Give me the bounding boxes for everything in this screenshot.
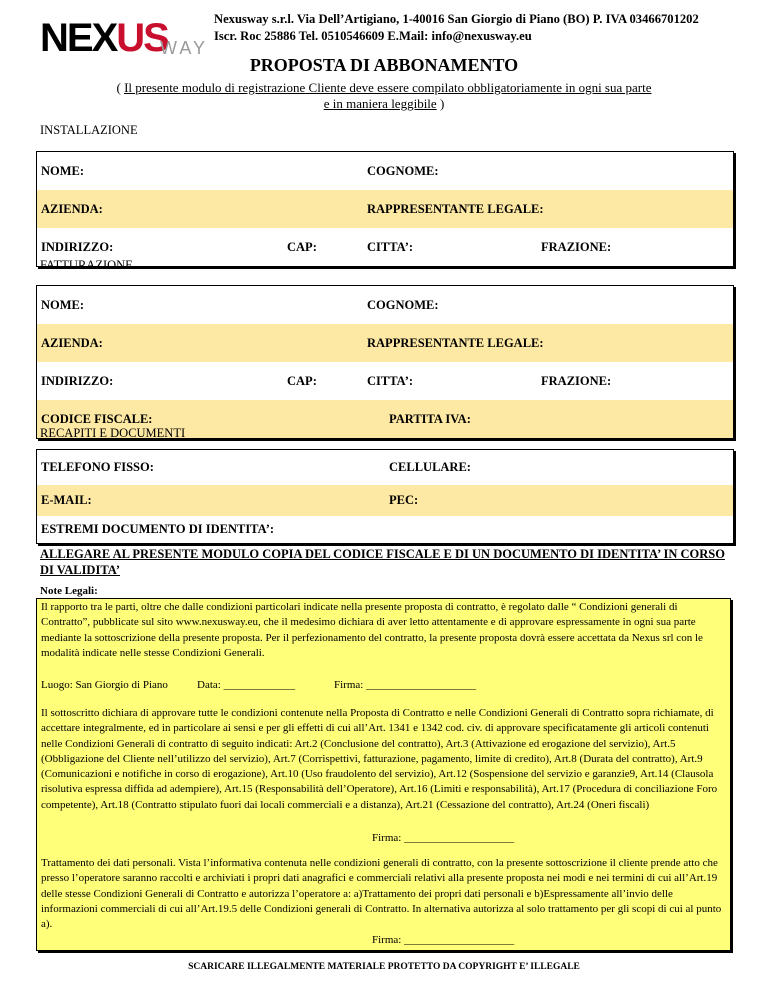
fatturazione-form (36, 285, 734, 439)
recapiti-form (36, 449, 734, 544)
installazione-rappresentante-field[interactable]: RAPPRESENTANTE LEGALE: (367, 202, 544, 216)
installazione-form (36, 151, 734, 267)
telefono-fisso-field[interactable]: TELEFONO FISSO: (41, 460, 154, 474)
fatturazione-partita-iva-field[interactable]: PARTITA IVA: (389, 412, 471, 426)
section-fatturazione-heading: FATTURAZIONE (40, 258, 133, 272)
page-title: PROPOSTA DI ABBONAMENTO (249, 55, 519, 75)
company-info (214, 11, 699, 45)
legal-notes-box (36, 598, 731, 951)
installazione-cap-field[interactable]: CAP: (287, 240, 317, 254)
fatturazione-row-nome (37, 286, 733, 324)
pec-field[interactable]: PEC: (389, 493, 419, 507)
data-field[interactable]: Data: _____________ (197, 679, 296, 691)
legal-paragraph-2: Il sottoscritto dichiara di approvare tutte le condizioni contenute nella Proposta di Contratto e nelle Condizioni Generali di Contratto sopra richiamate, di accettare integralmente, ed in particolare ai sensi e per gli effetti di cui all’Art. 1341 e 1342 cod. civ. di approvare specificatamente gli articoli contenuti nelle Condizioni Generali di contratto di seguito indicati: Art.2 (Conclusione del contratto), Art.3 (Attivazione ed erogazione del servizio), Art.5 (Obbligazione del Cliente nell’utilizzo del servizio), Art.7 (Corrispettivi, fatturazione, pagamento, limite di credito), Art.8 (Durata del contratto), Art.9 (Comunicazioni e notifiche in corso di erogazione), Art.10 (Uso fraudolento del servizio), Art.12 (Sospensione del servizio e garanzie9, Art.14 (Clausola risolutiva espressa diffida ad adempiere), Art.15 (Responsabilità dell’Operatore), Art.16 (Limiti e responsabilità), Art.17 (Procedura di conciliazione Foro competente), Art.18 (Contratto stipulato fuori dai locali commerciali e a distanza), Art.21 (Cessazione del contratto), Art.24 (Oneri fiscali) (41, 707, 718, 811)
installazione-azienda-field[interactable]: AZIENDA: (41, 202, 103, 216)
luogo-text: Luogo: San Giorgio di Piano (41, 679, 168, 691)
fatturazione-cap-field[interactable]: CAP: (287, 374, 317, 388)
logo-text-way: WAY (160, 38, 208, 58)
legal-paragraph-1: Il rapporto tra le parti, oltre che dalle condizioni particolari indicate nella presente proposta di contratto, è regolato dalle “ Condizioni generali di Contratto”, pubblicate sul sito www.nexusway.eu, che il medesimo dichiara di aver letto attentamente e di approvare espressamente in ogni sua parte mediante la sottoscrizione della presente proposta. Per il perfezionamento del contratto, la presente proposta dovrà essere accettata da Nexus srl con le modalità indicate nelle stesse Condizioni Generali. (41, 601, 703, 659)
attachment-warning: ALLEGARE AL PRESENTE MODULO COPIA DEL CODICE FISCALE E DI UN DOCUMENTO DI IDENTITA’ IN CORSO DI VALIDITA’ (40, 547, 725, 577)
installazione-row-nome (37, 152, 733, 190)
fatturazione-cognome-field[interactable]: COGNOME: (367, 298, 439, 312)
installazione-row-indirizzo (37, 228, 733, 266)
installazione-row-azienda (37, 190, 733, 228)
firma-field-3[interactable]: Firma: ____________________ (372, 934, 515, 946)
fatturazione-nome-field[interactable]: NOME: (41, 298, 85, 312)
subtitle-line-1: Il presente modulo di registrazione Cliente deve essere compilato obbligatoriamente in ogni sua parte (124, 80, 652, 95)
fatturazione-rappresentante-field[interactable]: RAPPRESENTANTE LEGALE: (367, 336, 544, 350)
fatturazione-citta-field[interactable]: CITTA’: (367, 374, 414, 388)
note-legali-label: Note Legali: (40, 585, 98, 597)
installazione-citta-field[interactable]: CITTA’: (367, 240, 414, 254)
email-field[interactable]: E-MAIL: (41, 493, 92, 507)
recapiti-row-documento (37, 516, 733, 543)
installazione-frazione-field[interactable]: FRAZIONE: (541, 240, 612, 254)
logo-text-us: US (116, 16, 168, 60)
page-subtitle: ( Il presente modulo di registrazione Cliente deve essere compilato obbligatoriamente in ogni sua parte e in maniera leggibile ) (116, 80, 652, 111)
fatturazione-row-azienda (37, 324, 733, 362)
recapiti-row-email (37, 485, 733, 516)
fatturazione-codice-fiscale-field[interactable]: CODICE FISCALE: (41, 412, 153, 426)
section-installazione-heading: INSTALLAZIONE (40, 123, 138, 137)
nexusway-logo (40, 16, 208, 60)
fatturazione-frazione-field[interactable]: FRAZIONE: (541, 374, 612, 388)
company-line-1: Nexusway s.r.l. Via Dell’Artigiano, 1-40016 San Giorgio di Piano (BO) P. IVA 03466701202 (214, 12, 699, 26)
company-line-2: Iscr. Roc 25886 Tel. 0510546609 E.Mail: info@nexusway.eu (214, 29, 532, 43)
section-recapiti-heading: RECAPITI E DOCUMENTI (40, 426, 186, 440)
legal-paragraph-3: Trattamento dei dati personali. Vista l’informativa contenuta nelle condizioni generali di contratto, con la presente sottoscrizione il cliente prende atto che presso l’operatore saranno raccolti e archiviati i propri dati anagrafici e commerciali relativi alla presente proposta nei modi e nei termini di cui all’Art.19 delle stesse Condizioni Generali di Contratto e autorizza l’operatore a: a)Trattamento dei propri dati personali e b)Espressamente all’invio delle informazioni commerciali di cui all’Art.19.5 delle Condizioni generali di Contratto. In alternativa autorizza al solo trattamento per gli scopi di cui al punto a). (41, 857, 722, 931)
installazione-nome-field[interactable]: NOME: (41, 164, 85, 178)
recapiti-row-telefono (37, 450, 733, 485)
installazione-indirizzo-field[interactable]: INDIRIZZO: (41, 240, 114, 254)
installazione-cognome-field[interactable]: COGNOME: (367, 164, 439, 178)
logo-text-nex: NEX (40, 16, 117, 60)
cellulare-field[interactable]: CELLULARE: (389, 460, 471, 474)
firma-field-1[interactable]: Firma: ____________________ (334, 679, 477, 691)
fatturazione-indirizzo-field[interactable]: INDIRIZZO: (41, 374, 114, 388)
subtitle-line-2: e in maniera leggibile (323, 96, 437, 111)
copyright-footer: SCARICARE ILLEGALMENTE MATERIALE PROTETTO DA COPYRIGHT E’ ILLEGALE (188, 962, 580, 972)
documento-identita-field[interactable]: ESTREMI DOCUMENTO DI IDENTITA’: (41, 522, 275, 536)
fatturazione-row-indirizzo (37, 362, 733, 400)
fatturazione-azienda-field[interactable]: AZIENDA: (41, 336, 103, 350)
firma-field-2[interactable]: Firma: ____________________ (372, 832, 515, 844)
